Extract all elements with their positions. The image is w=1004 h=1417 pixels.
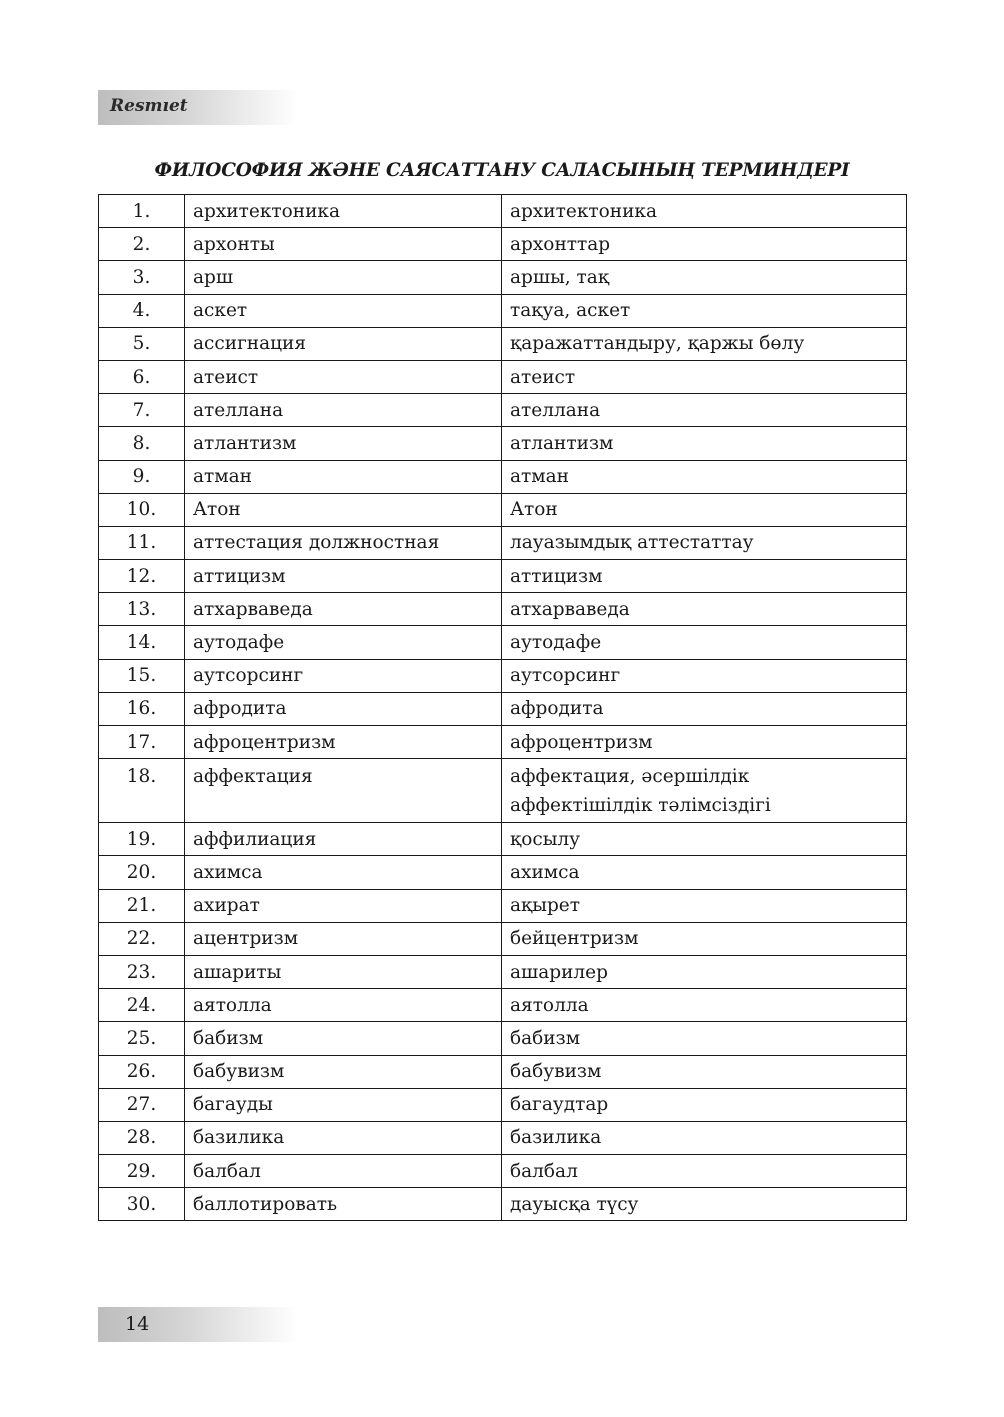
term-kazakh	[502, 989, 907, 1022]
term-kazakh-line: бабувизм	[510, 1061, 602, 1083]
row-number: 4.	[99, 294, 185, 327]
table-row	[99, 659, 907, 692]
term-kazakh-line: аятолла	[510, 994, 589, 1016]
term-kazakh	[502, 460, 907, 493]
row-number: 22.	[99, 922, 185, 955]
term-russian: бабувизм	[185, 1055, 502, 1088]
row-number: 7.	[99, 394, 185, 427]
term-kazakh-line: атхарваведа	[510, 598, 630, 620]
term-russian: ателлана	[185, 394, 502, 427]
row-number: 12.	[99, 560, 185, 593]
term-kazakh	[502, 360, 907, 393]
table-row	[99, 1121, 907, 1154]
term-kazakh	[502, 1155, 907, 1188]
term-russian: аятолла	[185, 989, 502, 1022]
term-russian: атеист	[185, 360, 502, 393]
term-russian: базилика	[185, 1121, 502, 1154]
term-kazakh-line: аффектішілдік тәлімсіздігі	[510, 795, 771, 817]
term-kazakh	[502, 294, 907, 327]
row-number: 19.	[99, 823, 185, 856]
row-number: 15.	[99, 659, 185, 692]
row-number: 2.	[99, 228, 185, 261]
table-row	[99, 327, 907, 360]
table-row	[99, 261, 907, 294]
term-russian: баллотировать	[185, 1188, 502, 1221]
term-kazakh-line: ақырет	[510, 895, 580, 917]
table-row	[99, 759, 907, 823]
term-kazakh	[502, 560, 907, 593]
term-kazakh-line: балбал	[510, 1160, 578, 1182]
row-number: 28.	[99, 1121, 185, 1154]
header-band	[98, 90, 298, 125]
table-row	[99, 692, 907, 725]
term-kazakh-line: тақуа, аскет	[510, 300, 631, 322]
table-row	[99, 526, 907, 559]
table-row	[99, 360, 907, 393]
row-number: 3.	[99, 261, 185, 294]
row-number: 23.	[99, 955, 185, 988]
term-kazakh-line: аутодафе	[510, 632, 602, 654]
term-russian: багауды	[185, 1088, 502, 1121]
term-kazakh	[502, 327, 907, 360]
table-row	[99, 922, 907, 955]
term-russian: Атон	[185, 493, 502, 526]
term-kazakh	[502, 593, 907, 626]
row-number: 27.	[99, 1088, 185, 1121]
row-number: 29.	[99, 1155, 185, 1188]
page-number: 14	[125, 1313, 150, 1335]
term-kazakh-line: Атон	[510, 499, 558, 521]
table-row	[99, 593, 907, 626]
table-row	[99, 626, 907, 659]
table-row	[99, 726, 907, 759]
term-russian: архитектоника	[185, 195, 502, 228]
row-number: 16.	[99, 692, 185, 725]
term-kazakh	[502, 659, 907, 692]
row-number: 20.	[99, 856, 185, 889]
term-kazakh-line: аффектация, әсершілдік	[510, 766, 750, 788]
footer-band	[98, 1307, 298, 1342]
term-kazakh	[502, 228, 907, 261]
row-number: 11.	[99, 526, 185, 559]
term-kazakh	[502, 823, 907, 856]
table-row	[99, 823, 907, 856]
terms-table-body	[99, 195, 907, 1221]
table-row	[99, 1188, 907, 1221]
row-number: 9.	[99, 460, 185, 493]
term-kazakh-line: ахимса	[510, 861, 580, 883]
term-kazakh-line: архитектоника	[510, 200, 658, 222]
term-russian: аттицизм	[185, 560, 502, 593]
term-russian: ацентризм	[185, 922, 502, 955]
term-kazakh	[502, 1121, 907, 1154]
term-russian: аффилиация	[185, 823, 502, 856]
term-russian: арш	[185, 261, 502, 294]
term-kazakh	[502, 195, 907, 228]
row-number: 14.	[99, 626, 185, 659]
table-row	[99, 560, 907, 593]
term-kazakh-line: атман	[510, 466, 570, 488]
term-kazakh	[502, 1055, 907, 1088]
term-kazakh	[502, 1088, 907, 1121]
table-row	[99, 394, 907, 427]
table-row	[99, 1055, 907, 1088]
term-kazakh	[502, 759, 907, 823]
term-kazakh-line: бабизм	[510, 1027, 581, 1049]
term-kazakh	[502, 626, 907, 659]
term-kazakh	[502, 955, 907, 988]
table-row	[99, 228, 907, 261]
table-row	[99, 460, 907, 493]
row-number: 8.	[99, 427, 185, 460]
term-russian: атман	[185, 460, 502, 493]
table-row	[99, 1088, 907, 1121]
row-number: 6.	[99, 360, 185, 393]
term-kazakh-line: бейцентризм	[510, 928, 639, 950]
term-kazakh-line: аттицизм	[510, 565, 603, 587]
page-title: ФИЛОСОФИЯ ЖӘНЕ САЯСАТТАНУ САЛАСЫНЫҢ ТЕРМИНДЕРІ	[154, 160, 850, 181]
term-kazakh-line: ашарилер	[510, 961, 608, 983]
term-russian: ашариты	[185, 955, 502, 988]
term-kazakh	[502, 493, 907, 526]
term-russian: ассигнация	[185, 327, 502, 360]
term-kazakh	[502, 526, 907, 559]
term-kazakh	[502, 427, 907, 460]
table-row	[99, 493, 907, 526]
term-kazakh-line: атеист	[510, 366, 576, 388]
term-russian: ахимса	[185, 856, 502, 889]
table-row	[99, 889, 907, 922]
row-number: 17.	[99, 726, 185, 759]
table-row	[99, 1022, 907, 1055]
row-number: 25.	[99, 1022, 185, 1055]
term-russian: аутодафе	[185, 626, 502, 659]
term-russian: бабизм	[185, 1022, 502, 1055]
term-kazakh	[502, 261, 907, 294]
row-number: 24.	[99, 989, 185, 1022]
term-russian: аттестация должностная	[185, 526, 502, 559]
row-number: 18.	[99, 759, 185, 823]
terms-table	[98, 194, 907, 1221]
table-row	[99, 195, 907, 228]
term-kazakh-line: багаудтар	[510, 1094, 609, 1116]
table-row	[99, 856, 907, 889]
term-kazakh-line: қаражаттандыру, қаржы бөлу	[510, 333, 805, 355]
term-kazakh	[502, 889, 907, 922]
term-russian: балбал	[185, 1155, 502, 1188]
term-russian: аффектация	[185, 759, 502, 823]
table-row	[99, 294, 907, 327]
term-kazakh	[502, 692, 907, 725]
term-kazakh-line: аршы, тақ	[510, 266, 610, 288]
term-russian: атхарваведа	[185, 593, 502, 626]
row-number: 5.	[99, 327, 185, 360]
term-kazakh-line: афродита	[510, 698, 604, 720]
row-number: 26.	[99, 1055, 185, 1088]
term-kazakh-line: архонттар	[510, 233, 611, 255]
term-russian: ахират	[185, 889, 502, 922]
term-russian: архонты	[185, 228, 502, 261]
header-label: Resmıet	[110, 96, 188, 116]
term-russian: афродита	[185, 692, 502, 725]
term-russian: аскет	[185, 294, 502, 327]
term-kazakh-line: афроцентризм	[510, 731, 653, 753]
row-number: 13.	[99, 593, 185, 626]
row-number: 1.	[99, 195, 185, 228]
term-kazakh-line: аутсорсинг	[510, 665, 621, 687]
term-kazakh	[502, 922, 907, 955]
term-kazakh	[502, 856, 907, 889]
term-kazakh-line: лауазымдық аттестаттау	[510, 532, 754, 554]
term-kazakh	[502, 1022, 907, 1055]
term-kazakh	[502, 1188, 907, 1221]
table-row	[99, 955, 907, 988]
term-russian: аутсорсинг	[185, 659, 502, 692]
term-kazakh	[502, 726, 907, 759]
table-row	[99, 427, 907, 460]
term-kazakh	[502, 394, 907, 427]
row-number: 30.	[99, 1188, 185, 1221]
term-russian: афроцентризм	[185, 726, 502, 759]
term-kazakh-line: базилика	[510, 1127, 602, 1149]
term-kazakh-line: дауысқа түсу	[510, 1193, 639, 1215]
term-kazakh-line: атлантизм	[510, 432, 614, 454]
row-number: 21.	[99, 889, 185, 922]
table-row	[99, 1155, 907, 1188]
table-row	[99, 989, 907, 1022]
term-kazakh-line: ателлана	[510, 399, 601, 421]
row-number: 10.	[99, 493, 185, 526]
term-russian: атлантизм	[185, 427, 502, 460]
term-kazakh-line: қосылу	[510, 828, 581, 850]
